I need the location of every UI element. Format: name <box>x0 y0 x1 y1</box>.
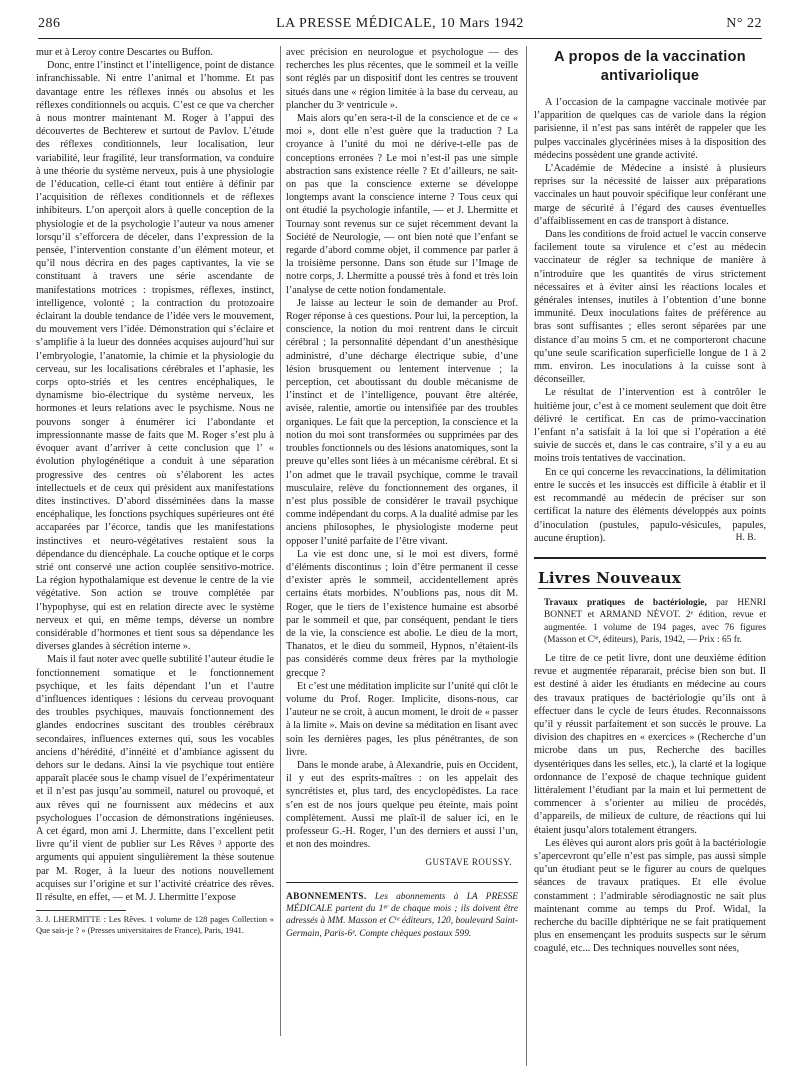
column-divider <box>526 46 527 1066</box>
author-signature: GUSTAVE ROUSSY. <box>425 857 512 868</box>
paragraph: Le titre de ce petit livre, dont une deuxième édition revue et augmentée répararait, précise bien son but. Il est destiné à aider les étudiants en médecine au cours des travaux pratiques de bactériologie qu’ils ont à effectuer dans le cycle de leurs études. Reconnaissons qu’il y réussit parfaitement et son succès le prouve. La division des chapitres en « exercices » (Recherche d’un microbe dans un pus, Recherche des bacilles dysentériques dans les selles, etc.), la clarté et la logique ordonnance de l’exposé de chaque technique guident littéralement l’étudiant par la main et lui permettent de commencer à s’orienter au milieu de procédés, d’appareils, de milieux de culture, de réactions qui lui étaient jusqu’alors totalement étrangers. <box>534 652 766 836</box>
subscription-label: ABONNEMENTS. <box>286 891 367 902</box>
subscription-notice <box>286 891 518 941</box>
paragraph: Les élèves qui auront alors pris goût à la bactériologie s’apercevront qu’elle n’est pas simple, pas aussi simple qu’un étudiant peut se le figurer au cours de quelques séances de travaux pratiques. Et elle évolue constamment : l’admirable sérodiagnostic ne sait plus maintenant comme au temps du Prof. Widal, la recherche du bacille diphtérique ne se fait pratiquement plus en ensemençant les produits suspects sur le sérum coagulé, etc... Des techniques nouvelles sont nées, <box>534 837 766 955</box>
paragraph: Je laisse au lecteur le soin de demander au Prof. Roger réponse à ces questions. Pour lui, la perception, la conscience, la notion du moi rentrent dans le circuit cérébral ; la personnalité dépendant d’un anesthésique administré, d’une décharge électrique subie, d’une lésion brusquement ou lentement intervenue ; la perception, cet aboutissant du double mécanisme de l’instinct et de l’intelligence, pouvant être altérée, avisée, ralentie, amortie ou intensifiée par des troubles organiques. Le fait que la perception, la conscience et la notion du moi sont transformées ou supprimées par des troubles fonctionnels ou des lésions anatomiques, sont la preuve qu’elles sont liées à un mécanisme cérébral. Et si l’on admet que le travail psychique, comme le travail musculaire, relève du fonctionnement des organes, il n’est plus possible de considérer le travail psychique comme indépendant du corps. A la dualité admise par les anciens philosophes, le physiologiste moderne peut opposer l’unité parfaite de l’être vivant. <box>286 297 518 547</box>
header-rule <box>38 38 762 39</box>
subscription-text: Les abonnements à LA PRESSE MÉDICALE partent du 1ᵉʳ de chaque mois ; ils doivent être adressés à MM. Masson et Cⁱᵉ éditeurs, 120, boulevard Saint-Germain, Paris-6ᵉ. Compte chèques postaux 599. <box>286 891 518 939</box>
paragraph: L’Académie de Médecine a insisté à plusieurs reprises sur la nécessité de laisser aux préparations vaccinales un haut pouvoir spécifique leur conférant une marge de sécurité à l’égard des causes éventuelles d’affaiblissement en cas de transport à distance. <box>534 163 766 227</box>
paragraph: mur et à Leroy contre Descartes ou Buffon. <box>36 47 213 58</box>
paragraph: Donc, entre l’instinct et l’intelligence, point de distance infranchissable. Ni entre l’animal et l’homme. Et pas davantage entre les réflexes innés ou absolus et les réflexes conditionnels ou acquis. C’est ce que va chercher à nous montrer maintenant M. Roger à l’appui des découvertes de Bechterew et surtout de Pavlov. L’étude des réflexes conditionnels, leur localisation, leur variabilité, leur fragilité, leur transformation, va conduire à une théorie du système nerveux, puis à une physiologie de l’éducation, celle-ci étant tout entière à définir par l’acquisition de réflexes conditionnels et de réflexes inhibiteurs. L’on aperçoit alors à quelle conception de la physiologie et de la psychologie l’auteur va nous amener lorsqu’il s’efforcera de déceler, dans l’expression de la pensée, l’intervention constante d’un élément moteur, et qu’il nous décrira en des pages captivantes, la vie se constituant à travers une série ascendante de manifestations motrices : tropismes, réflexes, instinct, intelligence, volonté ; la contraction du protozoaire éclairant la double tendance de l’idée vers le mouvement, du mouvement vers l’idée. Démonstration qui s’éclaire et s’amplifie à la lueur des données acquises aujourd’hui sur l’embryologie, l’anatomie, la chimie et la physiologie du cerveau, sur les localisations cérébrales et l’aphasie, les corps opto-striés et les centres encéphaliques, le dynamisme bio-électrique du système nerveux, les hormones et leurs relations avec le psychisme. Nous ne pouvons songer à énumérer ici l’abondante et impressionnante masse de faits que M. Roger s’est plu à évoquer avant d’arriver à cette conclusion que l’ « évolution phylogénétique a conduit à une séparation progressive des centres où s’élaborent les actes intellectuels et de ceux qui président aux manifestations dites instinctives. D’abord disséminées dans la masse encéphalique, les fonctions psychiques supérieures ont été accaparées par l’écorce, tandis que les manifestations instinctives et neuro-végétatives restaient sous la dépendance du diencéphale. La couche optique et le corps strié ont conservé une action couplée sensitivo-motrice. La région hypothalamique est devenue le centre de la vie végétative. Son action se trouve complétée par l’hypophyse, qui est en relation directe avec le système nerveux et qui, en même temps, déverse un nombre considérable d’hormones et tient sous sa dépendance les diverses glandes à sécrétion interne ». <box>36 60 274 653</box>
paragraph: Et c’est une méditation implicite sur l’unité qui clôt le volume du Prof. Roger. Implicite, disons-nous, car l’auteur ne se croit, à aucun moment, le droit de « passer à la limite ». Mais on devine sa méditation en lisant avec soin les dernières pages, les plus pénétrantes, de son livre. <box>286 680 518 758</box>
book-details: par HENRI BONNET et ARMAND NÉVOT. 2ᵉ édition, revue et augmentée. 1 volume de 194 pages, avec 76 figures (Masson et Cⁱᵉ, éditeurs), Paris, 1942, — Prix : 65 fr. <box>544 598 766 645</box>
separator-rule <box>286 882 518 883</box>
paragraph: En ce qui concerne les revaccinations, la délimitation entre le succès et les insuccès est difficile à établir et il est recommandé au médecin de préciser sur son certificat la nature des éléments développés aux points d’inoculation (pustules, papulo-vésicules, papules, aucune éruption). <box>534 466 766 544</box>
book-title: Travaux pratiques de bactériologie, <box>544 598 707 609</box>
paragraph: Mais alors qu’en sera-t-il de la conscience et de ce « moi », dont elle n’est guère que la traduction ? La croyance à l’unité du moi ne dérive-t-elle pas de conceptions erronées ? Le moi n’est-il pas une simple abstraction sans existence réelle ? Et d’ailleurs, ne sait-on pas que la conscience externe se développe longtemps avant la conscience interne ? Tous ceux qui ont étudié la psychologie infantile, — et J. Lhermitte et Tournay sont revenus sur ce sujet récemment devant la Société de Neurologie, — ont bien noté que l’enfant se regarde d’abord comme objet, il commence par parler à la troisième personne. Dans son étude sur l’Image de notre corps, J. Lhermitte a poussé très à fond et très loin l’analyse de cette notion fondamentale. <box>286 113 518 296</box>
column-divider <box>280 46 281 1036</box>
paragraph: Le résultat de l’intervention est à contrôler le huitième jour, c’est à ce moment seulement que doit être délivré le certificat. En cas de primo-vaccination l’enfant n’a satisfait à la loi que si l’opération a été suivie de succès et, dans le cas contraire, s’il y a eu au moins trois tentatives de vaccination. <box>534 387 766 465</box>
column-right <box>534 46 766 1066</box>
footnote-rule <box>36 910 126 911</box>
author-initials: H. B. <box>735 532 756 543</box>
separator-rule <box>534 557 766 559</box>
book-entry <box>534 597 766 646</box>
section-title <box>538 569 766 587</box>
page-number: 286 <box>38 16 61 31</box>
paragraph: avec précision en neurologue et psychologue — des recherches les plus récentes, que le sommeil et la veille sont réglés par un dispositif dont les centres se trouvent situés dans une « région limitée à la base du cerveau, au plancher du 3ᵉ ventricule ». <box>286 47 518 111</box>
paragraph: La vie est donc une, si le moi est divers, formé d’éléments discontinus ; loin d’être permanent il cesse d’exister après le sommeil, accidentellement après certains états morbides. N’oublions pas, nous dit M. Roger, que le tiers de l’existence humaine est absorbé par le sommeil et que, par conséquent, pendant le tiers de la vie, la conscience est abolie. Le dieu de la mort, Thanatos, et le dieu du sommeil, Hypnos, n’étaient-ils pas considérés comme deux frères par la mythologie grecque ? <box>286 548 518 679</box>
paragraph: Dans les conditions de froid actuel le vaccin conserve facilement toute sa virulence et c’est au médecin vaccinateur de régler sa technique de manière à n’introduire que les quantités de virus strictement nécessaires et à éviter ainsi les réactions locales et générales intenses, inutiles à l’obtention d’une bonne immunité. Deux inoculations faites de préférence au bras sont suffisantes ; elles seront séparées par une distance d’au moins 5 cm. et ne comporteront chacune qu’une seule scarification superficielle longue de 1 à 2 mm. environ. Les inoculations à la cuisse sont à déconseiller. <box>534 229 766 386</box>
article-title: A propos de la vaccination antivariolique <box>554 49 746 84</box>
paragraph: Dans le monde arabe, à Alexandrie, puis en Occident, il y eut des esprits-maîtres : on les appelait des syncrétistes et, plus tard, des encyclopédistes. La race s’en est de nos jours quelque peu éteinte, mais point complètement. Aussi me plaît-il de saluer ici, en le professeur G.-H. Roger, l’un des derniers et aussi l’un, et non des moindres. <box>286 759 518 851</box>
column-left <box>36 46 274 1030</box>
footnote: 3. J. LHERMITTE : Les Rêves. 1 volume de 128 pages Collection « Que sais-je ? » (Presses universitaires de France), Paris, 1941. <box>36 915 274 935</box>
issue-number: N° 22 <box>726 16 762 31</box>
paragraph: A l’occasion de la campagne vaccinale motivée par l’apparition de quelques cas de variole dans la région parisienne, il n’est pas sans intérêt de rappeler que les pulpes vaccinales glycérinées mises à la disposition des médecins possèdent une grande activité. <box>534 97 766 161</box>
journal-title: LA PRESSE MÉDICALE, 10 Mars 1942 <box>276 16 524 31</box>
paragraph: Mais il faut noter avec quelle subtilité l’auteur étudie le fonctionnement somatique et le fonctionnement psychique, et les faits dépendant l’un et l’autre d’influences identiques : lésions du cerveau provoquant des troubles psychiques, mauvais fonctionnement des glandes endocrines suscitant des troubles cérébraux secondaires, influences externes qui, sous les vocables anciens d’hérédité, d’innéité et d’ambiance agissent du dehors sur le dedans. Ainsi la vie psychique tout entière apparaît placée sous le champ visuel de l’expérimentateur et il n’est pas jusqu’au sommeil, naturel ou provoqué, et aux rêves qui ne fournissent aux médecins et aux psychologues l’occasion de démonstrations ingénieuses. A cet égard, mon ami J. Lhermitte, dans l’excellent petit livre qu’il vient de publier sur Les Rêves ³ apporte des arguments qui appuient singulièrement la thèse soutenue par M. Roger, à la lueur des notions nouvellement acquises sur l’origine et sur l’activité créatrice des rêves. Il résulte, en effet, — et M. J. Lhermitte l’expose <box>36 654 274 903</box>
page-header <box>38 16 762 36</box>
section-title-text: Livres Nouveaux <box>538 569 682 588</box>
column-middle <box>286 46 518 1030</box>
